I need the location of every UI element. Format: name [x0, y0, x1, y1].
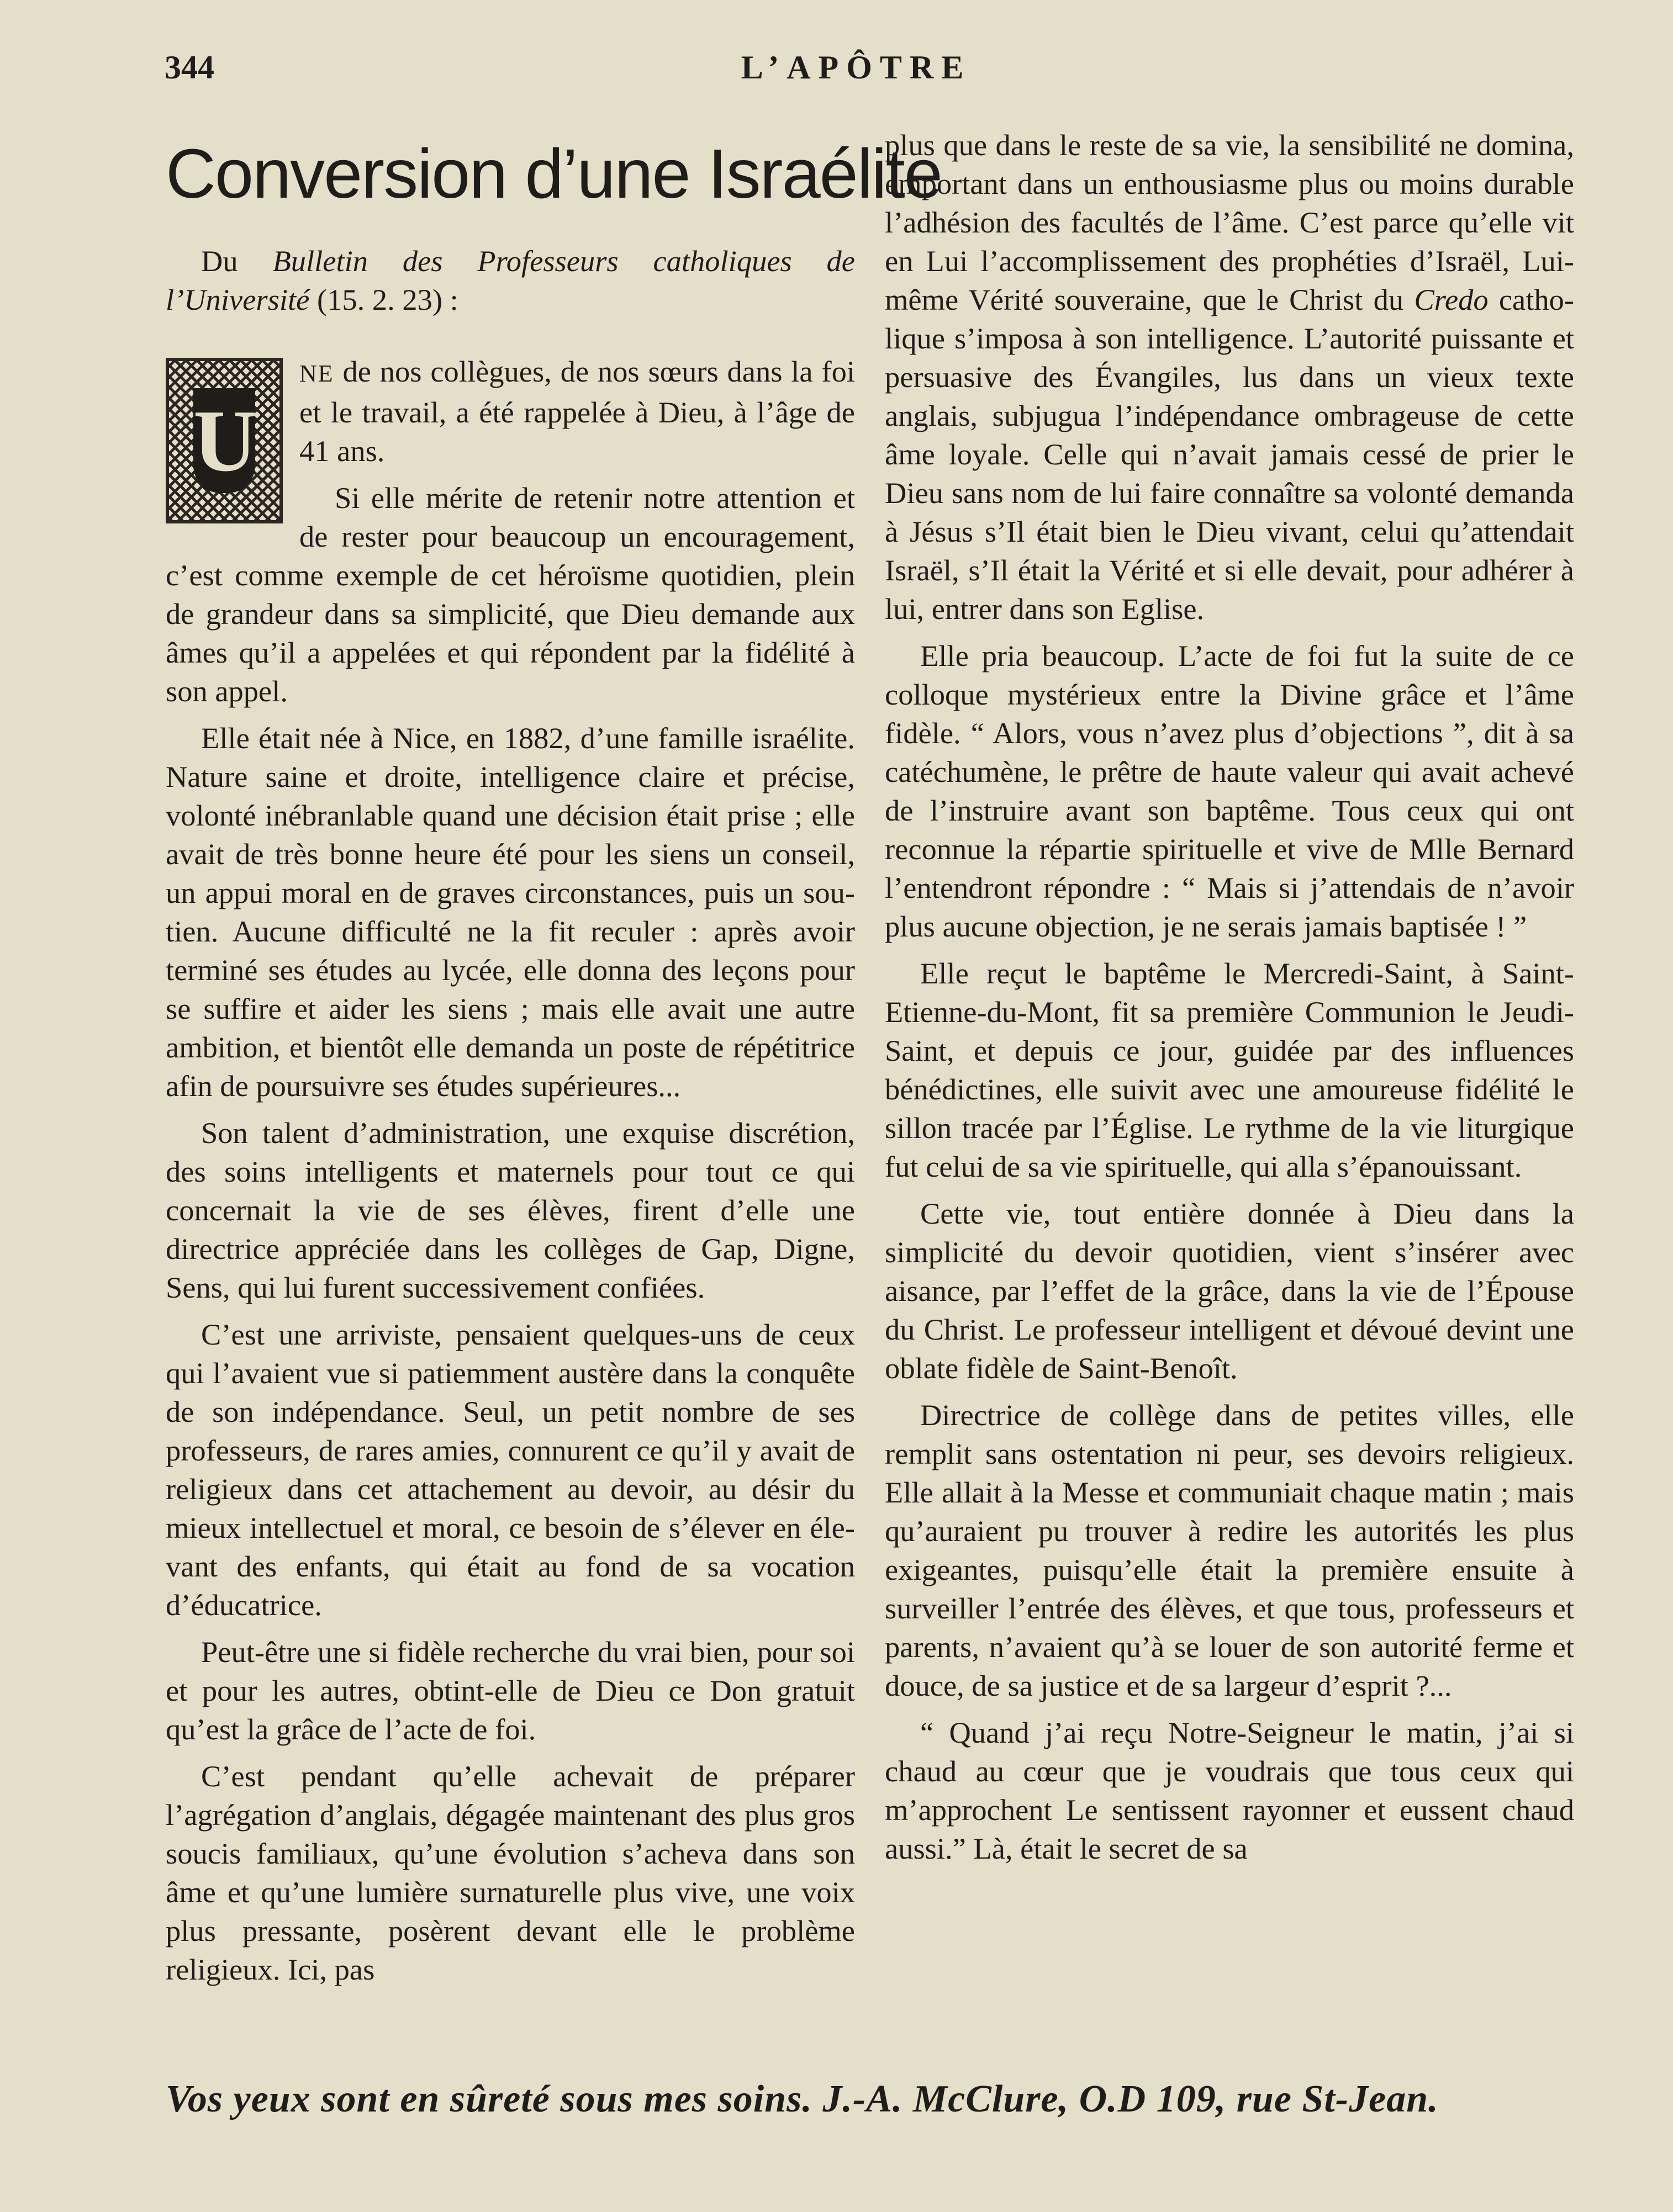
source-date: (15. 2. 23) : [309, 283, 458, 316]
left-column [166, 133, 942, 1997]
page-number: 344 [165, 49, 214, 86]
right-paragraph: Cette vie, tout entière donnée à Dieu dans la simplicité du devoir quotidien, vient s’insérer avec aisance, par l’effet de la grâce, dans la vie de l’Épouse du Christ. Le professeur intelligent et dévoué devint une oblate fidèle de Saint-Benoît. [885, 1197, 1574, 1385]
right-column [885, 126, 1574, 1876]
left-paragraph: Son talent d’administration, une exquise discrétion, des soins intelligents et maternels pour tout ce qui concernait la vie de ses élèves, firent d’elle une directrice appréciée dans les collèges de Gap, Digne, Sens, qui lui furent successivement confiées. [166, 1116, 855, 1304]
right-continued-paragraph [885, 126, 1574, 628]
left-paragraph: Si elle mérite de retenir notre attention et de rester pour beaucoup un encouragement, c’est comme exemple de cet héroïsme quotidien, plein de grandeur dans sa simplicité, que Dieu demande aux âmes qu’il a appelées et qui répondent par la fidélité à son appel. [166, 481, 855, 708]
article-title: Conversion d’une Israélite [166, 135, 942, 213]
left-paragraph: Peut-être une si fidèle recherche du vrai bien, pour soi et pour les autres, obtint-elle de Dieu ce Don gratuit qu’est la grâce de l’acte de foi. [166, 1635, 855, 1746]
source-line [166, 242, 855, 319]
source-prefix: Du [201, 244, 273, 278]
source-journal: Bulletin des Professeurs catholiques de l’Université [166, 244, 855, 316]
right-paragraph: Elle pria beaucoup. L’acte de foi fut la suite de ce colloque mystérieux entre la Divine grâce et l’âme fidèle. “ Alors, vous n’avez plus d’objections ”, dit à sa catéchumène, le prêtre de haute valeur qui avait achevé de l’instruire avant son baptême. Tous ceux qui ont reconnue la répartie spirituelle et vive de Mlle Bernard l’entendront répondre : “ Mais si j’attendais de n’avoir plus aucune objection, je ne serais jamais baptisée ! ” [885, 639, 1574, 943]
right-paragraph: Elle reçut le baptême le Mercredi-Saint, à Saint-Etienne-du-Mont, fit sa première Communion le Jeudi-Saint, et depuis ce jour, guidée par des influences bénédictines, elle suivit avec une amoureuse fidélité le sillon tracée par l’Église. Le rythme de la vie liturgique fut celui de sa vie spirituelle, qui alla s’épanouissant. [885, 956, 1574, 1183]
left-paragraph: Elle était née à Nice, en 1882, d’une famille israélite. Nature saine et droite, intelligence claire et précise, volonté inébranlable quand une décision était prise ; elle avait de très bonne heure été pour les siens un conseil, un appui moral en de graves circonstances, puis un soutien. Aucune difficulté ne la fit reculer : après avoir terminé ses études au lycée, elle donna des leçons pour se suffire et aider les siens ; mais elle avait une autre ambition, et bientôt elle demanda un poste de répétitrice afin de poursuivre ses études supérieures... [166, 721, 855, 1103]
ornamental-drop-cap [166, 358, 283, 523]
running-head: L’APÔTRE [741, 49, 972, 86]
continued-text: plus que dans le reste de sa vie, la sensibilité ne domina, emportant dans un enthousiasme plus ou moins durable l’adhésion des facultés de l’âme. C’est parce qu’elle vit en Lui l’accomplissement des prophéties d’Israël, Lui-même Vérité souveraine, que le Christ du [885, 128, 1574, 316]
credo-italic: Credo [1414, 283, 1489, 316]
continued-text-end: catholique s’imposa à son intelligence. L’autorité puissante et persuasive des Évangiles, lus dans un vieux texte anglais, subjugua l’indépendance ombrageuse de cette âme loyale. Celle qui n’avait jamais cessé de prier le Dieu sans nom de lui faire connaître sa volonté demanda à Jésus s’Il était bien le Dieu vivant, celui qu’attendait Israël, s’Il était la Vérité et si elle devait, pour adhérer à lui, entrer dans son Eglise. [885, 283, 1574, 626]
right-paragraph: Directrice de collège dans de petites villes, elle remplit sans ostentation ni peur, ses devoirs religieux. Elle allait à la Messe et communiait chaque matin ; mais qu’auraient pu trouver à redire les autorités les plus exigeantes, puisqu’elle était la première ensuite à surveiller l’entrée des élèves, et que tous, professeurs et parents, n’avaient qu’à se louer de son autorité ferme et douce, de sa justice et de sa largeur d’esprit ?... [885, 1398, 1574, 1702]
first-paragraph-text: de nos collègues, de nos sœurs dans la foi et le travail, a été rappelée à Dieu, à l’âge de 41 ans. [299, 354, 855, 468]
right-paragraph: “ Quand j’ai reçu Notre-Seigneur le matin, j’ai si chaud au cœur que je voudrais que tous ceux qui m’approchent Le sentissent rayonner et eussent chaud aussi.” Là, était le secret de sa [885, 1716, 1574, 1865]
left-paragraph: C’est pendant qu’elle achevait de préparer l’agrégation d’anglais, dégagée maintenant des plus gros soucis familiaux, qu’une évolution s’acheva dans son âme et qu’une lumière surnaturelle plus vive, une voix plus pressante, posèrent devant elle le problème religieux. Ici, pas [166, 1759, 855, 1986]
drop-cap-letter: U [193, 388, 255, 493]
advertisement-footer: Vos yeux sont en sûreté sous mes soins. J.-A. McClure, O.D 109, rue St-Jean. [166, 2078, 1439, 2120]
left-paragraph: C’est une arriviste, pensaient quelques-uns de ceux qui l’avaient vue si patiemment austère dans la conquête de son indépendance. Seul, un petit nombre de ses professeurs, de rares amies, connurent ce qu’il y avait de religieux dans cet attachement au devoir, au désir du mieux intellectuel et moral, ce besoin de s’élever en élevant des enfants, qui était au fond de sa vocation d’éducatrice. [166, 1317, 855, 1622]
first-word-small-caps: NE [299, 360, 334, 387]
